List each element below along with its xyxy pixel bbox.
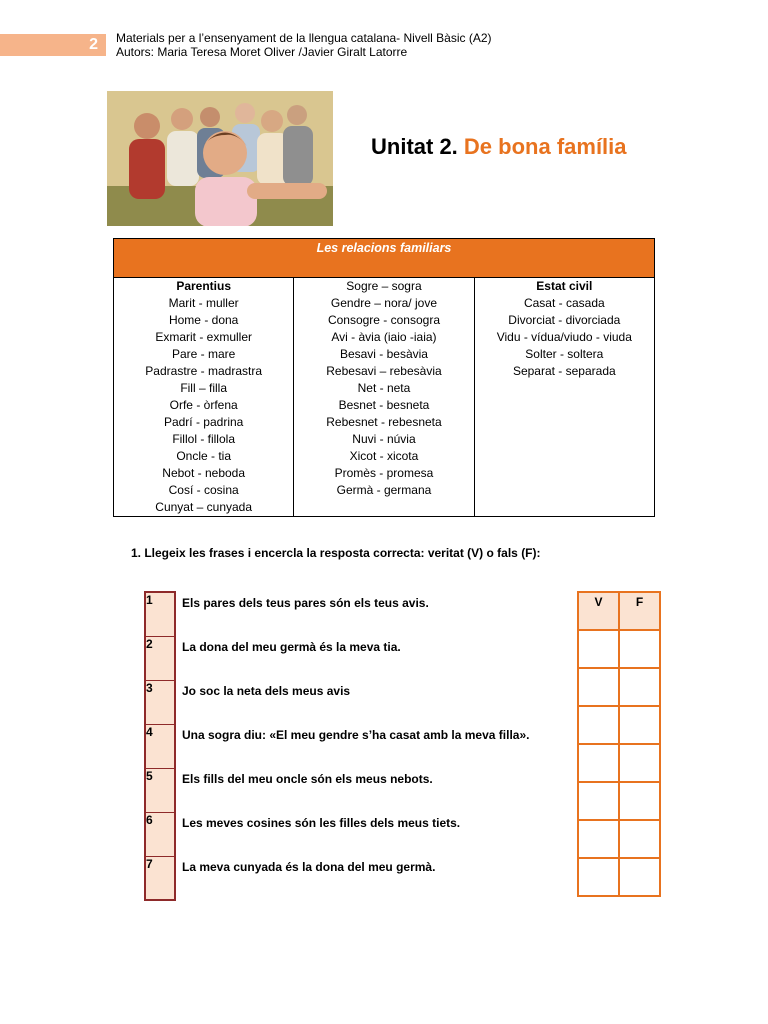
list-item: Net - neta	[357, 381, 411, 395]
list-item: Pare - mare	[171, 347, 236, 361]
question-text: Jo soc la neta dels meus avis	[182, 684, 351, 698]
list-item: Promès - promesa	[334, 466, 434, 480]
family-column-civil-status	[474, 278, 654, 517]
answer-cell-true[interactable]	[578, 820, 619, 858]
family-photo	[107, 91, 333, 226]
answer-cell-true[interactable]	[578, 782, 619, 820]
list-item: Exmarit - exmuller	[155, 330, 252, 344]
true-false-answer-grid	[577, 591, 661, 897]
unit-title-accent: De bona família	[463, 134, 627, 159]
list-item: Sogre – sogra	[346, 279, 422, 293]
table-row	[145, 812, 573, 856]
question-number: 2	[145, 636, 175, 680]
question-text: La meva cunyada és la dona del meu germà.	[182, 860, 436, 874]
list-item: Casat - casada	[523, 296, 605, 310]
list-item: Padrí - padrina	[163, 415, 244, 429]
table-row	[145, 768, 573, 812]
question-text: Els pares dels teus pares són els teus avis.	[182, 596, 429, 610]
unit-title-prefix: Unitat 2.	[371, 134, 458, 159]
list-item: Rebesnet - rebesneta	[326, 415, 442, 429]
answer-cell-true[interactable]	[578, 858, 619, 896]
question-number: 4	[145, 724, 175, 768]
question-number: 5	[145, 768, 175, 812]
list-item: Xicot - xicota	[349, 449, 419, 463]
list-item: Germà - germana	[336, 483, 432, 497]
answer-cell-true[interactable]	[578, 630, 619, 668]
answer-cell-false[interactable]	[619, 782, 660, 820]
list-item: Cunyat – cunyada	[155, 500, 253, 514]
question-text: Una sogra diu: «El meu gendre s’ha casat amb la meva filla».	[182, 728, 530, 742]
list-item: Besavi - besàvia	[339, 347, 428, 361]
answer-cell-false[interactable]	[619, 706, 660, 744]
family-column-parentius	[114, 278, 294, 517]
false-column-header: F	[619, 592, 660, 630]
table-row	[145, 856, 573, 900]
table-row	[145, 592, 573, 636]
list-item: Nebot - neboda	[162, 466, 246, 480]
list-item: Padrastre - madrastra	[145, 364, 263, 378]
question-number: 1	[145, 592, 175, 636]
question-number: 3	[145, 680, 175, 724]
page-number-tab: 2	[0, 34, 106, 56]
family-relations-table	[113, 238, 655, 517]
list-item: Nuvi - núvia	[352, 432, 416, 446]
table-row	[145, 680, 573, 724]
answer-cell-false[interactable]	[619, 820, 660, 858]
question-text: Les meves cosines són les filles dels meus tiets.	[182, 816, 461, 830]
list-item: Fill – filla	[180, 381, 227, 395]
family-column-extended	[294, 278, 474, 517]
answer-cell-false[interactable]	[619, 668, 660, 706]
list-item: Divorciat - divorciada	[508, 313, 621, 327]
question-text: La dona del meu germà és la meva tia.	[182, 640, 401, 654]
list-item: Fillol - fillola	[172, 432, 235, 446]
list-item: Separat - separada	[512, 364, 616, 378]
questions-table	[144, 591, 574, 901]
answer-cell-false[interactable]	[619, 630, 660, 668]
exercise-instruction: 1. Llegeix les frases i encercla la resposta correcta: veritat (V) o fals (F):	[131, 546, 541, 560]
answer-cell-true[interactable]	[578, 706, 619, 744]
list-item: Rebesavi – rebesàvia	[326, 364, 442, 378]
question-number: 6	[145, 812, 175, 856]
list-item: Home - dona	[168, 313, 239, 327]
list-item: Besnet - besneta	[338, 398, 430, 412]
list-item: Cosí - cosina	[168, 483, 239, 497]
column-heading: Parentius	[176, 279, 231, 293]
header-line-1: Materials per a l’ensenyament de la llengua catalana- Nivell Bàsic (A2)	[116, 31, 492, 45]
family-photo-illustration	[107, 91, 333, 226]
list-item: Vidu - vídua/viudo - viuda	[496, 330, 632, 344]
list-item: Avi - àvia (iaio -iaia)	[331, 330, 437, 344]
document-header	[116, 31, 492, 59]
list-item: Consogre - consogra	[327, 313, 440, 327]
list-item: Marit - muller	[168, 296, 239, 310]
header-line-2: Autors: Maria Teresa Moret Oliver /Javier Giralt Latorre	[116, 45, 408, 59]
list-item: Oncle - tia	[176, 449, 231, 463]
list-item: Gendre – nora/ jove	[330, 296, 437, 310]
question-number: 7	[145, 856, 175, 900]
table-row	[145, 636, 573, 680]
true-column-header: V	[578, 592, 619, 630]
list-item: Orfe - òrfena	[169, 398, 238, 412]
column-heading: Estat civil	[536, 279, 593, 293]
answer-cell-true[interactable]	[578, 668, 619, 706]
family-table-heading: Les relacions familiars	[114, 239, 655, 278]
unit-title	[371, 134, 627, 160]
question-text: Els fills del meu oncle són els meus nebots.	[182, 772, 433, 786]
answer-cell-false[interactable]	[619, 744, 660, 782]
answer-cell-false[interactable]	[619, 858, 660, 896]
answer-cell-true[interactable]	[578, 744, 619, 782]
table-row	[145, 724, 573, 768]
list-item: Solter - soltera	[525, 347, 604, 361]
